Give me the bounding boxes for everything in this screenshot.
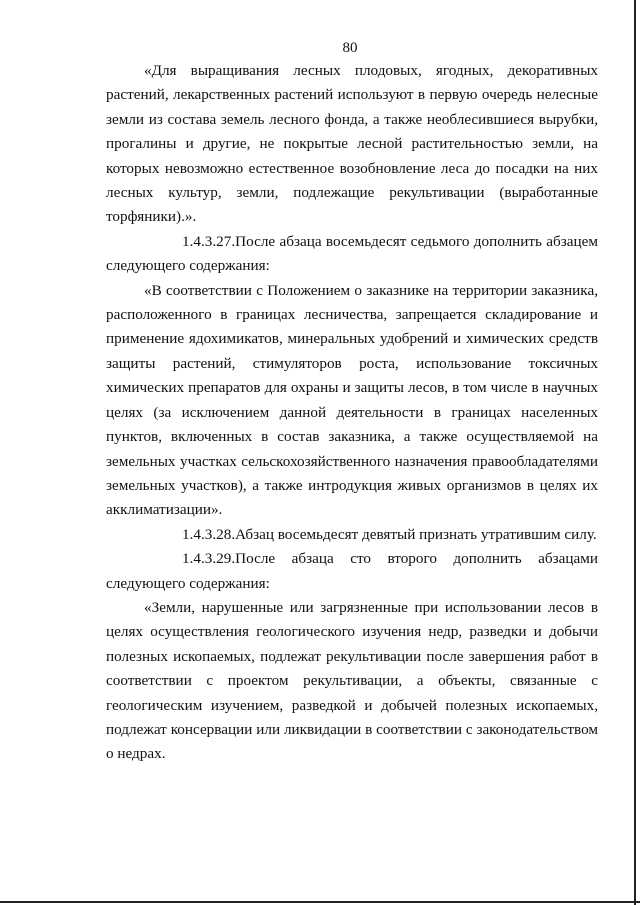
clause-1-4-3-28 [106,523,598,547]
clause-number: 1.4.3.28. [182,525,236,543]
clause-text: После абзаца восемьдесят седьмого дополнить абзацем следующего содержания: [106,232,598,275]
paragraph-quote-reserve: «В соответствии с Положением о заказнике на территории заказника, расположенного в границах лесничества, запрещается складирование и применение ядохимикатов, минеральных удобрений и химических средств защиты растений, стимуляторов роста, использование токсичных химических препаратов для охраны и защиты лесов, в том числе в научных целях (за исключением данной деятельности в границах населенных пунктов, включенных в состав заказника, а также осуществляемой на земельных участках сельскохозяйственного назначения правообладателями земельных участков), а также интродукция живых организмов в целях их акклиматизации». [106,281,598,519]
clause-number: 1.4.3.29. [182,550,236,568]
clause-1-4-3-27 [106,230,598,279]
page-number: 80 [342,40,358,56]
clause-text: После абзаца сто второго дополнить абзацами следующего содержания: [106,550,598,592]
clause-text: Абзац восемьдесят девятый признать утратившим силу. [235,525,597,543]
scan-border-right [634,0,636,905]
document-body [106,59,598,767]
paragraph-quote-cultivation: «Для выращивания лесных плодовых, ягодных, декоративных растений, лекарственных растений используют в первую очередь нелесные земли из состава земель лесного фонда, а также необлесившиеся вырубки, прогалины и другие, не покрытые лесной растительностью земли, на которых невозможно естественное возобновление леса до посадки на них лесных культур, земли, подлежащие рекультивации (выработанные торфяники).». [106,62,598,226]
paragraph-quote-land-reclamation: «Земли, нарушенные или загрязненные при использовании лесов в целях осуществления геологического изучения недр, разведки и добычи полезных ископаемых, подлежат рекультивации после завершения работ в соответствии с проектом рекультивации, а объекты, связанные с геологическим изучением, разведкой и добычей полезных ископаемых, подлежат консервации или ликвидации в соответствии с законодательством о недрах. [106,598,598,763]
scan-border-bottom [0,901,640,903]
clause-1-4-3-29 [106,547,598,596]
clause-number: 1.4.3.27. [182,232,236,250]
